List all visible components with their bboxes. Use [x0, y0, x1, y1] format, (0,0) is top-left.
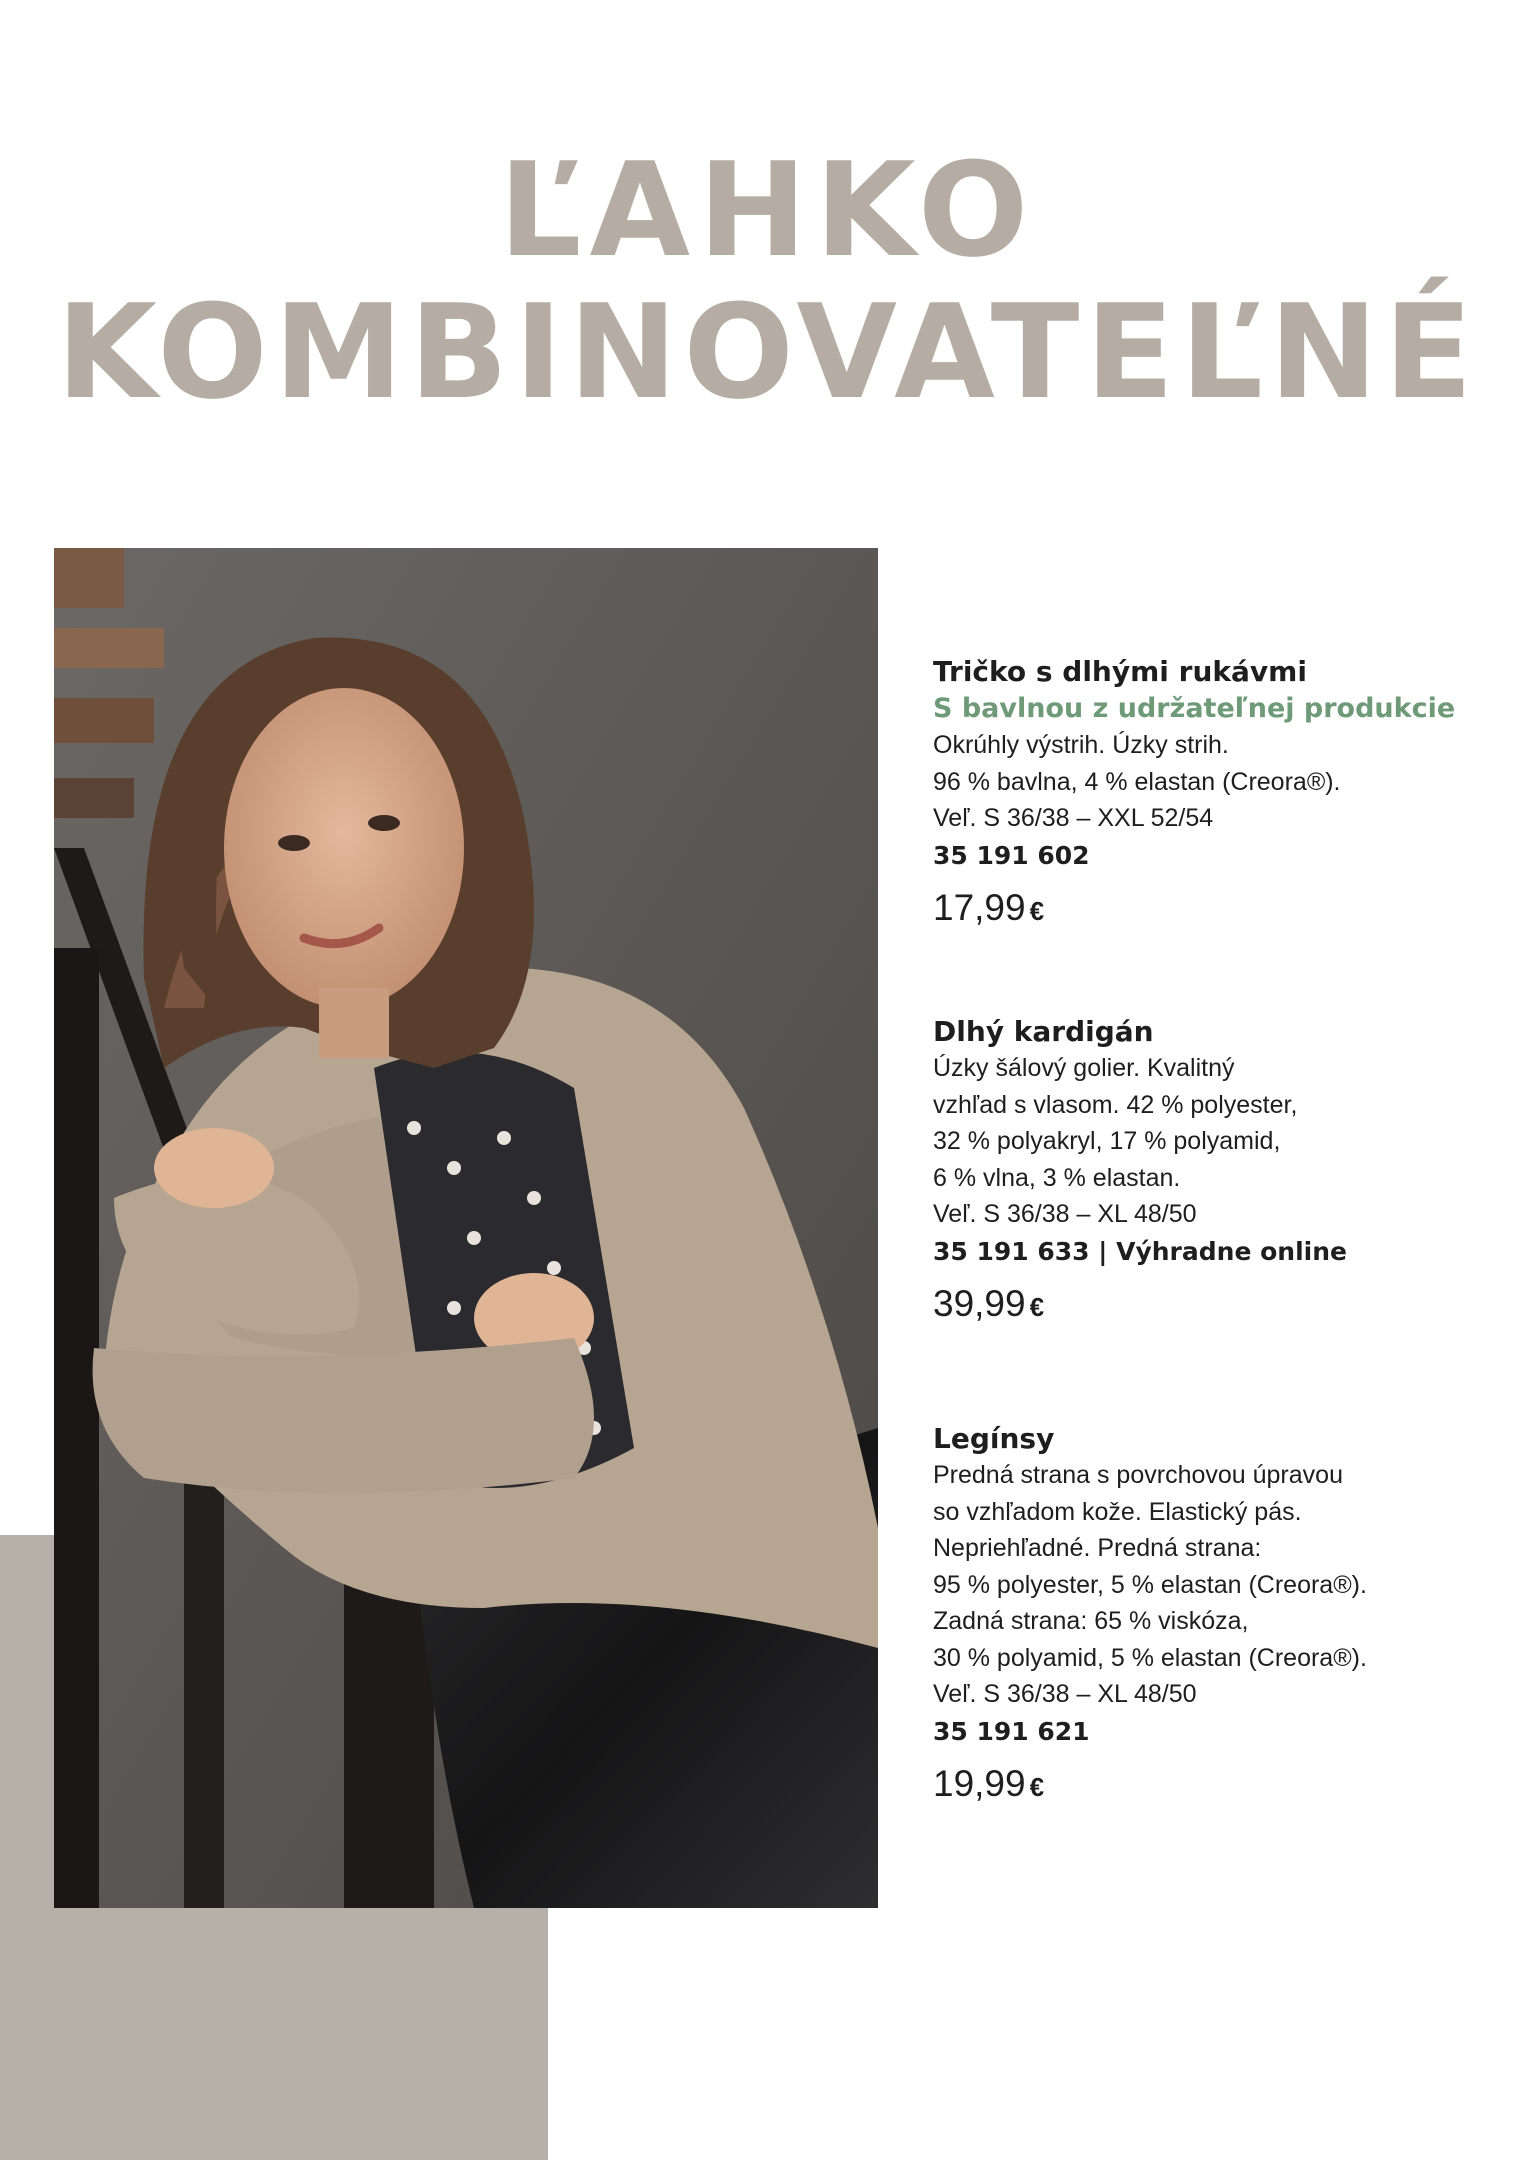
product-description-line: 96 % bavlna, 4 % elastan (Creora®).	[933, 767, 1341, 796]
product-tagline: S bavlnou z udržateľnej produkcie	[933, 693, 1456, 724]
product-description-line: Predná strana s povrchovou úpravou	[933, 1461, 1343, 1489]
product-description-line: 95 % polyester, 5 % elastan (Creora®).	[933, 1570, 1367, 1599]
product-code: 35 191 602	[933, 840, 1090, 870]
product-description-line: Veľ. S 36/38 – XXL 52/54	[933, 804, 1214, 832]
price-value: 17,99	[933, 886, 1026, 928]
product-name: Dlhý kardigán	[933, 1015, 1154, 1048]
product-description-line: Veľ. S 36/38 – XL 48/50	[933, 1200, 1197, 1228]
product-name: Legínsy	[933, 1422, 1055, 1455]
product-description-line: Nepriehľadné. Predná strana:	[933, 1534, 1262, 1562]
price-currency: €	[1029, 1291, 1045, 1322]
price-currency: €	[1029, 895, 1045, 926]
product-description-line: 30 % polyamid, 5 % elastan (Creora®).	[933, 1643, 1367, 1672]
price-value: 19,99	[933, 1762, 1026, 1804]
product-description-line: Okrúhly výstrih. Úzky strih.	[933, 731, 1229, 759]
product-code: 35 191 621	[933, 1716, 1090, 1746]
product-description-line: Úzky šálový golier. Kvalitný	[933, 1054, 1235, 1082]
product-description-line: 6 % vlna, 3 % elastan.	[933, 1163, 1181, 1192]
product-description-line: so vzhľadom kože. Elastický pás.	[933, 1497, 1302, 1526]
product-photo	[54, 548, 878, 1908]
price-value: 39,99	[933, 1282, 1026, 1324]
product-code: 35 191 633 | Výhradne online	[933, 1236, 1347, 1266]
page-headline	[0, 134, 1535, 428]
product-price	[933, 1760, 1493, 1811]
product-description-line: 32 % polyakryl, 17 % polyamid,	[933, 1127, 1281, 1155]
product-description-line: Zadná strana: 65 % viskóza,	[933, 1607, 1249, 1635]
headline-line-1: ĽAHKO	[498, 134, 1037, 286]
product-description-line: vzhľad s vlasom. 42 % polyester,	[933, 1090, 1298, 1119]
price-currency: €	[1029, 1771, 1045, 1802]
product-description-line: Veľ. S 36/38 – XL 48/50	[933, 1680, 1197, 1708]
product-price	[933, 1280, 1493, 1331]
product-name: Tričko s dlhými rukávmi	[933, 655, 1307, 688]
headline-line-2: KOMBINOVATEĽNÉ	[56, 276, 1479, 428]
product-tshirt	[933, 653, 1493, 935]
product-leggings	[933, 1420, 1493, 1811]
product-price	[933, 884, 1493, 935]
product-cardigan	[933, 1013, 1493, 1331]
